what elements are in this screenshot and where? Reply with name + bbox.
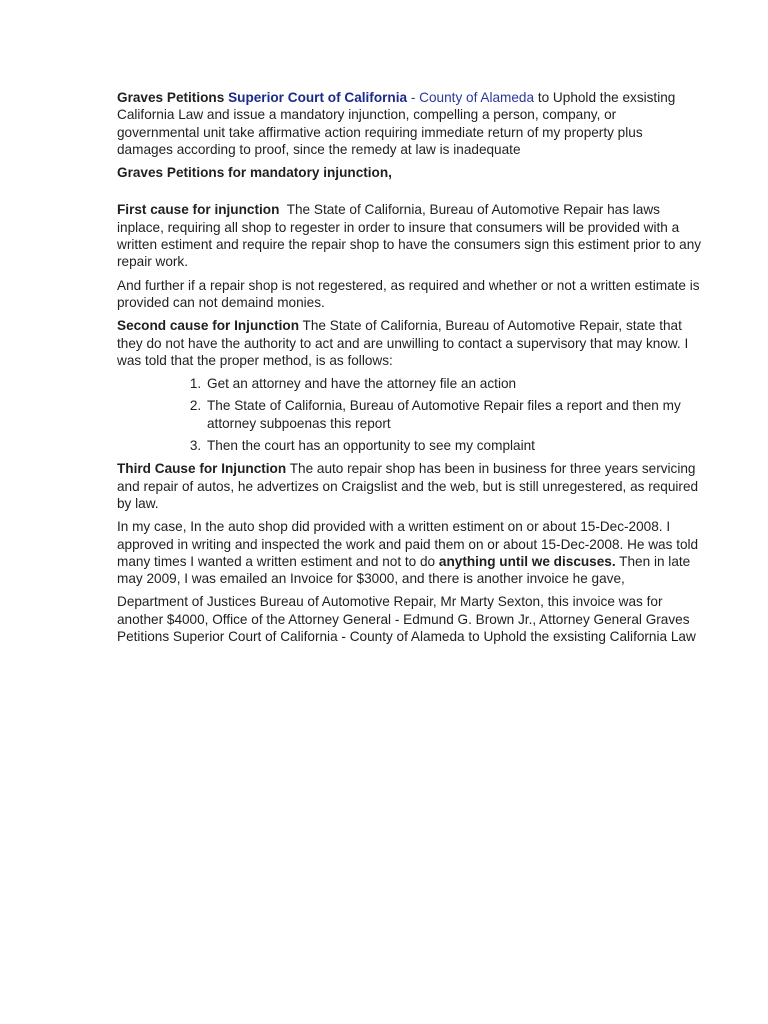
second-cause-label: Second cause for Injunction <box>117 318 300 334</box>
further-paragraph: And further if a repair shop is not regestered, as required and whether or not a written estimate is provided can not demaind monies. <box>117 277 700 310</box>
closing-paragraph: Department of Justices Bureau of Automotive Repair, Mr Marty Sexton, this invoice was for another $4000, Office of the Attorney General - Edmund G. Brown Jr., Attorney General Graves Petitions Superior Court of California - County of Alameda to Uphold the exsisting California Law <box>117 594 696 645</box>
my-case-paragraph <box>117 518 702 587</box>
document-body <box>117 89 705 651</box>
list-item: 3. Then the court has an opportunity to see my complaint <box>205 437 702 454</box>
my-case-emphasis: anything until we discuses. <box>438 553 616 569</box>
my-case-text-after: Then in late may 2009, I was emailed an Invoice for $3000, and there is another invoice he gave, <box>117 553 691 587</box>
second-cause-paragraph <box>117 317 702 369</box>
county-link[interactable]: County of Alameda <box>419 90 535 105</box>
my-case-text-before: In my case, In the auto shop did provided with a written estiment on or about 15-Dec-2008. I approved in writing and inspected the work and paid them on or about 15-Dec-2008. He was told many times I wanted a written estiment and not to do <box>117 519 699 569</box>
steps-list <box>117 375 702 454</box>
intro-lead: Graves Petitions <box>117 90 225 105</box>
county-dash: - <box>407 90 420 105</box>
third-cause-label: Third Cause for Injunction <box>117 461 287 477</box>
court-link[interactable]: Superior Court of California <box>228 90 408 105</box>
list-item: 1. Get an attorney and have the attorney file an action <box>205 375 702 392</box>
third-cause-text: The auto repair shop has been in business for three years servicing and repair of autos, he advertizes on Craigslist and the web, but is still unregestered, as required by law. <box>117 461 699 511</box>
heading-text: Graves Petitions for mandatory injunction, <box>117 165 392 181</box>
first-cause-paragraph <box>117 201 705 270</box>
first-cause-text: The State of California, Bureau of Automotive Repair has laws inplace, requiring all shop to regester in order to insure that consumers will be provided with a written estiment and require the repair shop to have the consumers sign this estiment prior to any repair work. <box>117 202 705 270</box>
list-item: 2. The State of California, Bureau of Automotive Repair files a report and then my attorney subpoenas this report <box>205 397 702 432</box>
third-cause-paragraph <box>117 460 702 512</box>
first-cause-label: First cause for injunction <box>117 202 280 218</box>
second-cause-text: The State of California, Bureau of Automotive Repair, state that they do not have the authority to act and are unwilling to contact a supervisory that may know. I was told that the proper method, is as follows: <box>117 318 689 368</box>
intro-text: to Uphold the exsisting California Law and issue a mandatory injunction, compelling a person, company, or governmental unit take affirmative action requiring immediate return of my property plus damages according to proof, since the remedy at law is inadequate <box>117 90 676 157</box>
section-heading <box>117 164 702 181</box>
intro-paragraph <box>117 89 702 158</box>
